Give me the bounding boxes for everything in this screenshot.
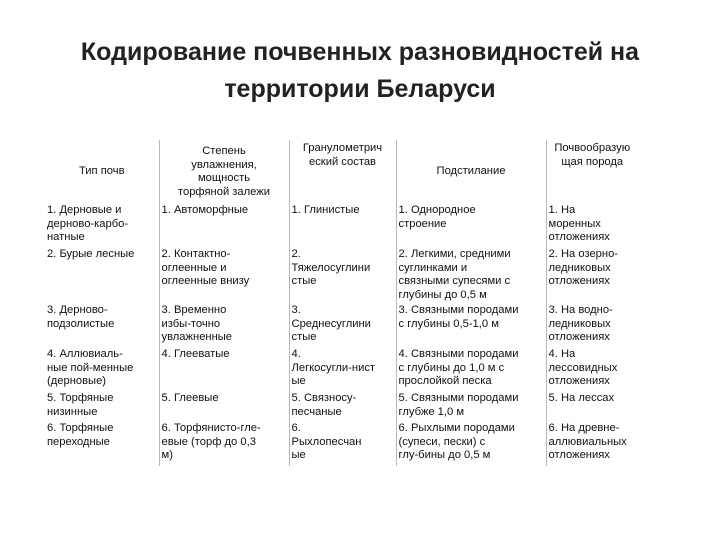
cell-parent-rock: 3. На водно- ледниковых отложениях [546, 304, 638, 348]
cell-underlay: 1. Однородное строение [396, 204, 546, 248]
table-row [45, 392, 638, 422]
cell-texture: 5. Связносу- песчаные [289, 392, 396, 422]
table-row [45, 304, 638, 348]
table-row [45, 248, 638, 304]
title-line-2: территории Беларуси [224, 75, 496, 103]
cell-underlay: 3. Связными породами с глубины 0,5-1,0 м [396, 304, 546, 348]
cell-soil-type: 4. Аллювиаль- ные пой-менные (дерновые) [47, 348, 134, 387]
cell-moisture: 4. Глееватые [159, 348, 289, 392]
cell-moisture: 2. Контактно- оглеенные и оглеенные внизу [159, 248, 289, 304]
cell-texture: 4. Легкосугли-нист ые [289, 348, 396, 392]
table-row [45, 348, 638, 392]
cell-parent-rock: 6. На древне- аллювиальных отложениях [546, 422, 638, 466]
header-row [45, 140, 638, 204]
cell-parent-rock: 5. На лессах [546, 392, 638, 422]
cell-texture: 1. Глинистые [289, 204, 396, 248]
cell-parent-rock: 2. На озерно- ледниковых отложениях [546, 248, 638, 304]
cell-texture: 3. Среднесуглини стые [289, 304, 396, 348]
cell-underlay: 5. Связными породами глубже 1,0 м [396, 392, 546, 422]
cell-parent-rock: 4. На лессовидных отложениях [546, 348, 638, 392]
header-moisture: Степень увлажнения, мощность торфяной залежи [159, 140, 289, 204]
slide-title [60, 34, 660, 108]
cell-underlay: 6. Рыхлыми породами (супеси, пески) с глу-бины до 0,5 м [396, 422, 546, 466]
cell-soil-type: 5. Торфяные низинные [47, 392, 114, 418]
cell-soil-type: 1. Дерновые и дерново-карбо- натные [47, 204, 129, 243]
header-soil-type: Тип почв [78, 165, 125, 178]
cell-underlay: 2. Легкими, средними суглинками и связными супесями с глубины до 0,5 м [396, 248, 546, 304]
cell-moisture: 3. Временно избы-точно увлажненные [159, 304, 289, 348]
cell-moisture: 6. Торфянисто-гле- евые (торф до 0,3 м) [159, 422, 289, 466]
cell-moisture: 5. Глеевые [159, 392, 289, 422]
soil-coding-table [45, 140, 638, 466]
header-parent-rock: Почвообразую щая порода [546, 140, 638, 204]
title-line-1: Кодирование почвенных разновидностей на [80, 38, 640, 66]
header-underlay: Подстилание [396, 140, 546, 204]
cell-soil-type: 3. Дерново- подзолистые [47, 304, 115, 330]
cell-texture: 2. Тяжелосуглини стые [289, 248, 396, 304]
cell-underlay: 4. Связными породами с глубины до 1,0 м с прослойкой песка [396, 348, 546, 392]
cell-soil-type: 6. Торфяные переходные [47, 422, 114, 448]
cell-texture: 6. Рыхлопесчан ые [289, 422, 396, 466]
header-texture: Гранулометрич еский состав [289, 140, 396, 204]
cell-parent-rock: 1. На моренных отложениях [546, 204, 638, 248]
table-row [45, 422, 638, 466]
cell-moisture: 1. Автоморфные [159, 204, 289, 248]
cell-soil-type: 2. Бурые лесные [47, 248, 135, 260]
table-row [45, 204, 638, 248]
